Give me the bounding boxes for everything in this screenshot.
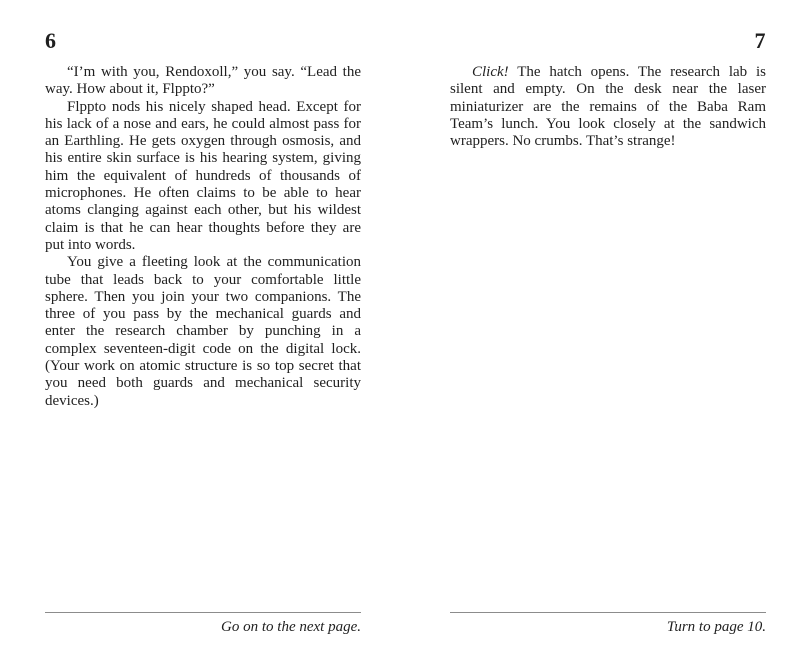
paragraph: “I’m with you, Rendoxoll,” you say. “Lead the way. How about it, Flppto?” (45, 64, 361, 98)
footer-instruction-right: Turn to page 10. (666, 619, 766, 635)
page-body-left (45, 64, 361, 410)
page-footer-left (45, 612, 361, 636)
page-number-left: 6 (45, 28, 57, 53)
footer-instruction-left: Go on to the next page. (221, 619, 361, 635)
page-number-right: 7 (754, 28, 766, 53)
paragraph: You give a fleeting look at the communication tube that leads back to your comfortable little sphere. Then you join your two companions. The three of you pass by the mechanical guards and enter the research chamber by punching in a complex seventeen-digit code on the digital lock. (Your work on atomic structure is so top secret that you need both guards and mechanical security devices.) (45, 254, 361, 409)
paragraph (450, 64, 766, 150)
paragraph: Flppto nods his nicely shaped head. Except for his lack of a nose and ears, he could almost pass for an Earthling. He gets oxygen through osmosis, and his entire skin surface is his hearing system, giving him the equivalent of hundreds of thousands of microphones. He often claims to be able to hear atoms clanging against each other, but his wildest claim is that he can hear thoughts before they are put into words. (45, 98, 361, 253)
paragraph-lead-italic: Click! (472, 64, 509, 80)
page-left (45, 28, 361, 642)
page-body-right (450, 64, 766, 150)
page-footer-right (450, 612, 766, 636)
paragraph-text: The hatch opens. The research lab is silent and empty. On the desk near the laser miniaturizer are the remains of the Baba Ram Team’s lunch. You look closely at the sandwich wrappers. No crumbs. That’s strange! (450, 64, 766, 150)
page-right (450, 28, 766, 642)
